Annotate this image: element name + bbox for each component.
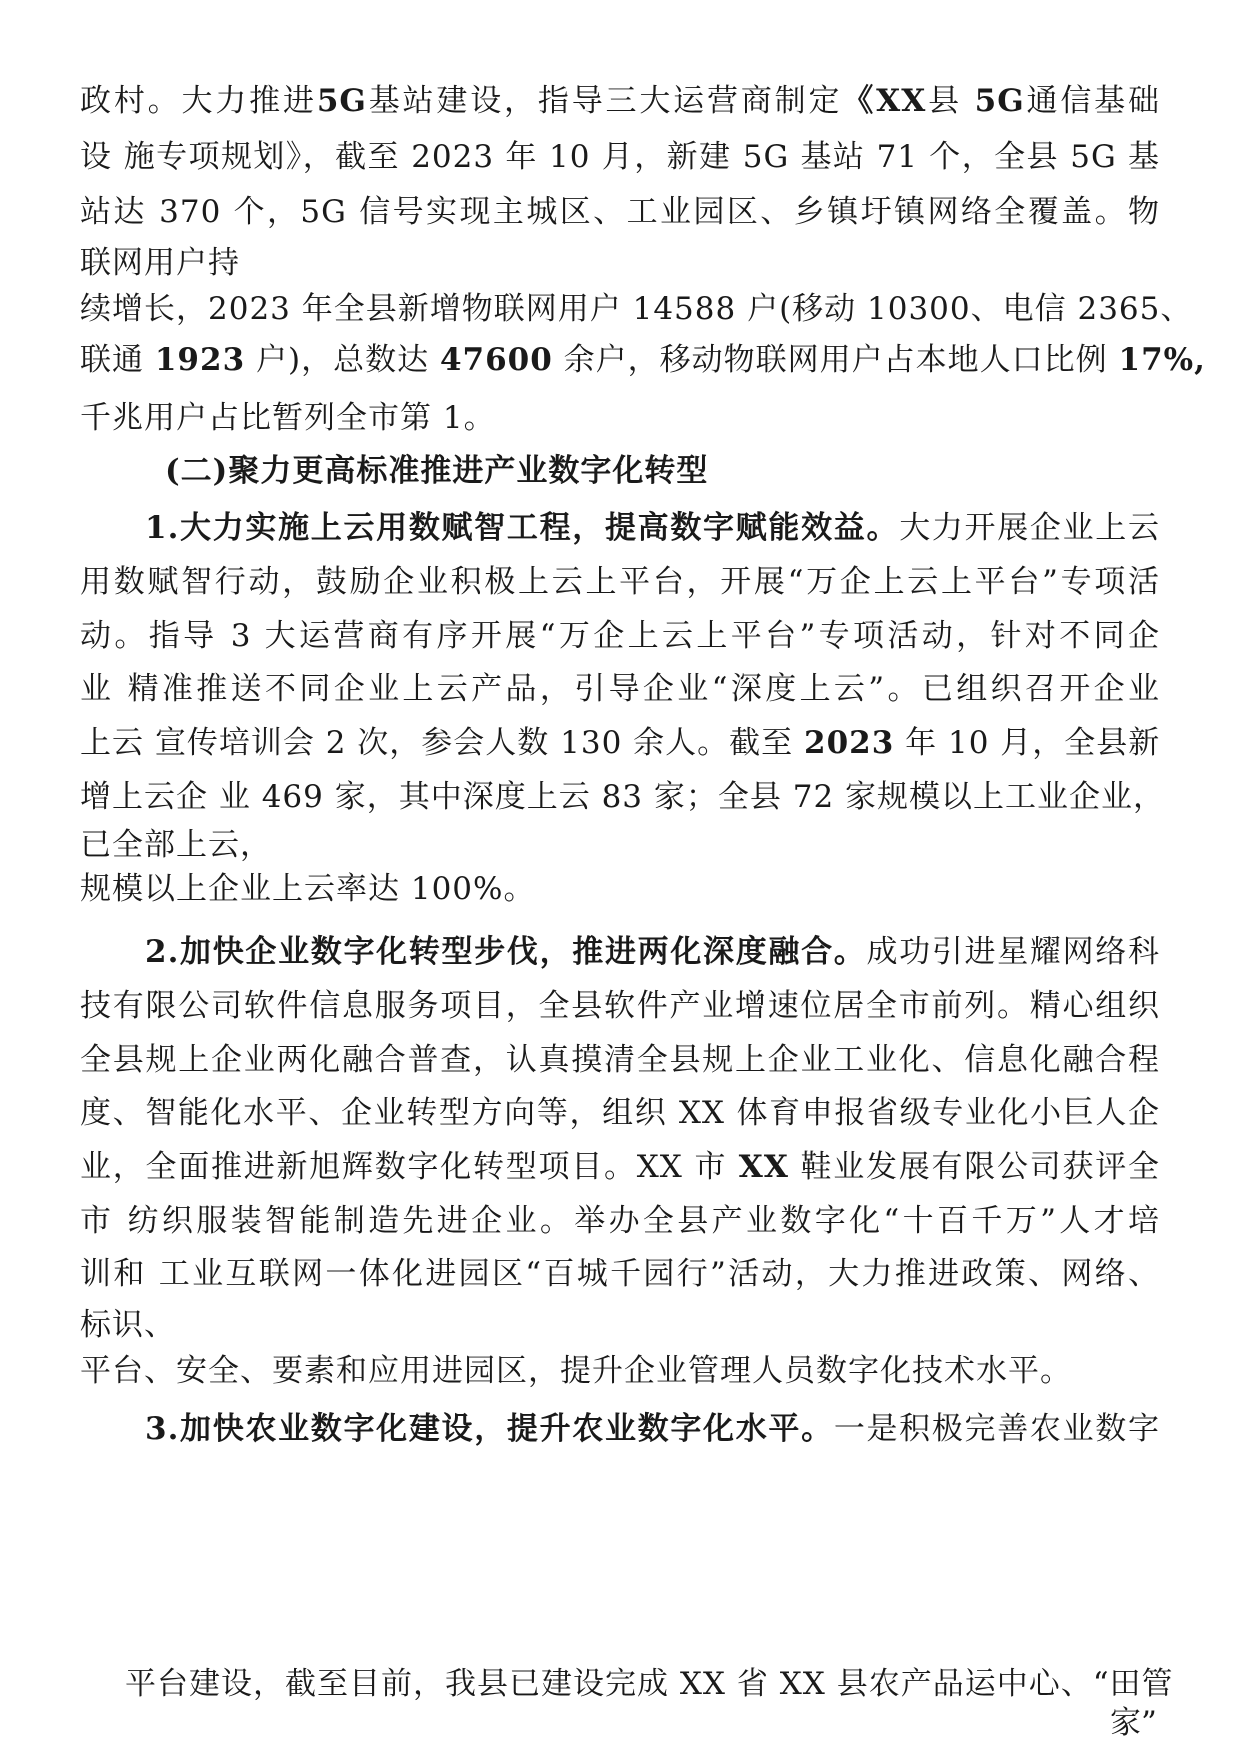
text-line [80,777,1166,817]
text-span: 平台建设，截至目前，我县已建设完成 XX 省 XX 县农产品运中心、“田管 [125,1666,1174,1702]
text-span: 通信基础 [1024,83,1161,119]
text-line [145,932,1160,972]
text-span: 联网用户持 [80,245,240,281]
bold-text: 3.加快农业数字化建设，提升农业数字化水平。 [145,1411,834,1447]
text-span: 续增长，2023 年全县新增物联网用户 14588 户(移动 10300、电信 2365、 [80,291,1193,327]
text-span: 千兆用户占比暂列全市第 1。 [80,400,496,436]
bold-text: 17%, [1118,342,1206,378]
text-span: 全县规上企业两化融合普查，认真摸清全县规上企业工业化、信息化融合程 [80,1042,1160,1078]
text-span: 标识、 [80,1307,176,1343]
text-span: 县 [926,83,975,119]
text-span: 市 纺织服装智能制造先进企业。举办全县产业数字化“十百千万”人才培 [80,1203,1160,1239]
text-span: 业，全面推进新旭辉数字化转型项目。XX 市 [80,1149,739,1185]
text-span: 一是积极完善农业数字 [833,1411,1160,1447]
text-span: 上云 宣传培训会 2 次，参会人数 130 余人。截至 [80,725,805,761]
text-line [80,986,1160,1026]
text-line [80,137,1160,177]
text-span: 增上云企 业 469 家，其中深度上云 83 家；全县 72 家规模以上工业企业， [80,779,1166,815]
text-span: 大力开展企业上云 [899,510,1160,546]
text-line [80,289,1193,329]
text-span: 政村。大力推进 [80,83,317,119]
bold-text: 1.大力实施上云用数赋智工程，提高数字赋能效益。 [145,510,900,546]
bold-text: 5G [974,83,1025,119]
text-span: 家” [1110,1705,1157,1741]
text-span: 年 10 月，全县新 [894,725,1161,761]
text-line [80,562,1160,602]
text-span: 基站建设，指导三大运营商制定 [366,83,843,119]
text-line [80,1147,1160,1187]
text-span: 联通 [80,342,155,378]
text-line [80,243,240,283]
text-line [1110,1703,1157,1743]
section-heading [165,451,708,491]
text-span: 平台、安全、要素和应用进园区，提升企业管理人员数字化技术水平。 [80,1353,1072,1389]
text-line [80,869,535,909]
text-line [80,1093,1160,1133]
text-span: 成功引进星耀网络科 [866,934,1160,970]
text-line [80,340,1206,380]
text-span: 户)，总数达 [245,342,440,378]
text-span: 余户，移动物联网用户占本地人口比例 [552,342,1119,378]
text-span: 已全部上云， [80,827,272,863]
text-line [80,1351,1072,1391]
text-line [145,508,1160,548]
text-span: 鞋业发展有限公司获评全 [788,1149,1160,1185]
text-line [80,669,1160,709]
text-line [80,723,1160,763]
text-span: 用数赋智行动，鼓励企业积极上云上平台，开展“万企上云上平台”专项活 [80,564,1160,600]
bold-text: 1923 [154,342,246,378]
text-line [80,1305,176,1345]
bold-text: 2023 [804,725,895,761]
text-span: 业 精准推送不同企业上云产品，引导企业“深度上云”。已组织召开企业 [80,671,1160,707]
text-span: 动。指导 3 大运营商有序开展“万企上云上平台”专项活动，针对不同企 [80,618,1160,654]
text-line [80,1201,1160,1241]
text-span: 训和 工业互联网一体化进园区“百城千园行”活动，大力推进政策、网络、 [80,1256,1160,1292]
text-line [80,81,1160,121]
text-line [145,1409,1160,1449]
bold-text: 2.加快企业数字化转型步伐，推进两化深度融合。 [145,934,867,970]
text-line [80,1040,1160,1080]
bold-text: 《XX [842,83,927,119]
text-line [80,1254,1160,1294]
text-line [80,825,272,865]
text-line [125,1664,1174,1704]
text-line [80,398,496,438]
text-line [80,616,1160,656]
text-span: 站达 370 个，5G 信号实现主城区、工业园区、乡镇圩镇网络全覆盖。物 [80,194,1160,230]
text-span: 技有限公司软件信息服务项目，全县软件产业增速位居全市前列。精心组织 [80,988,1160,1024]
text-line [80,192,1160,232]
bold-text: (二)聚力更高标准推进产业数字化转型 [165,453,709,489]
bold-text: 47600 [439,342,553,378]
text-span: 度、智能化水平、企业转型方向等，组织 XX 体育申报省级专业化小巨人企 [80,1095,1160,1131]
text-span: 设 施专项规划》，截至 2023 年 10 月，新建 5G 基站 71 个，全县 5G 基 [80,139,1160,175]
bold-text: 5G [316,83,367,119]
text-span: 规模以上企业上云率达 100%。 [80,871,536,907]
bold-text: XX [738,1149,789,1185]
